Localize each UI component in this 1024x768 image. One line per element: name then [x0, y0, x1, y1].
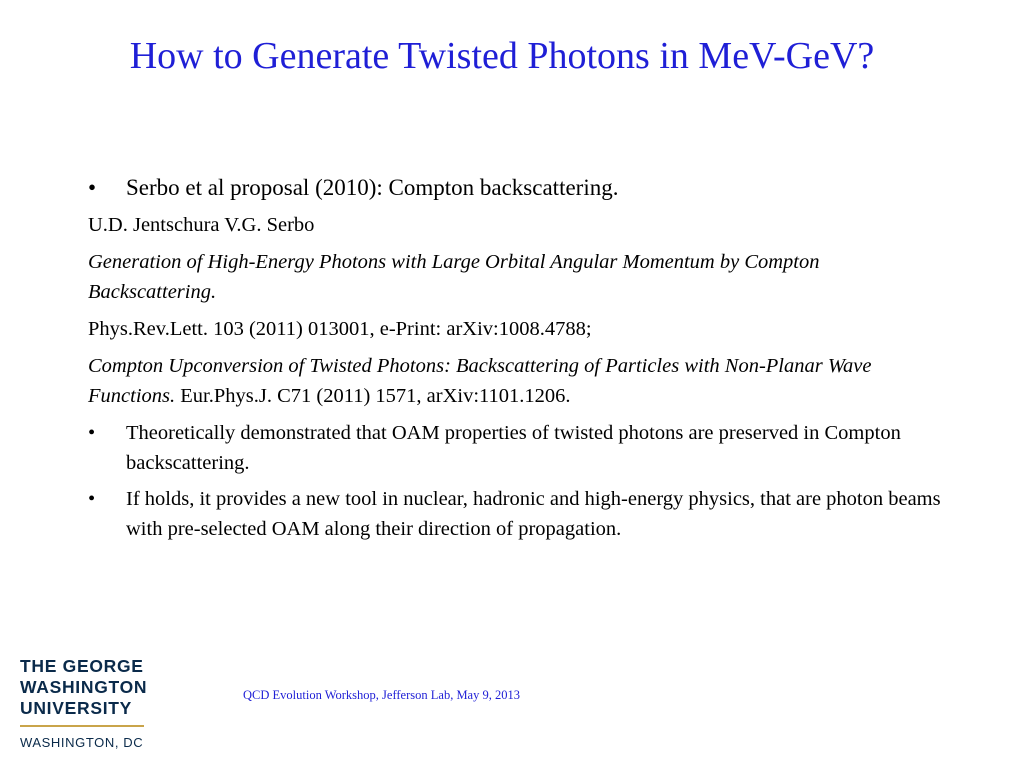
- paper2-citation: [88, 351, 948, 411]
- paper1-reference: Phys.Rev.Lett. 103 (2011) 013001, e-Print: arXiv:1008.4788;: [88, 318, 592, 340]
- authors-line: U.D. Jentschura V.G. Serbo: [88, 214, 315, 236]
- bullet-item: [88, 172, 948, 204]
- bullet-text: If holds, it provides a new tool in nuclear, hadronic and high-energy physics, that are photon beams with pre-selected OAM along their direction of propagation.: [126, 488, 941, 540]
- bullet-text: Serbo et al proposal (2010): Compton backscattering.: [126, 175, 619, 200]
- bullet-item: [88, 484, 948, 544]
- paper1-title: Generation of High-Energy Photons with Large Orbital Angular Momentum by Compton Backscattering.: [88, 251, 820, 303]
- logo-location: WASHINGTON, DC: [20, 735, 144, 750]
- logo-line-1: THE GEORGE: [20, 656, 144, 676]
- logo-line-2: WASHINGTON: [20, 677, 148, 697]
- bullet-icon: •: [88, 175, 97, 200]
- slide-footer: QCD Evolution Workshop, Jefferson Lab, May 9, 2013: [243, 688, 520, 702]
- slide-body: [88, 172, 948, 550]
- bullet-icon: •: [88, 422, 96, 444]
- slide-title: How to Generate Twisted Photons in MeV-GeV?: [129, 35, 875, 77]
- logo-divider: [20, 725, 144, 727]
- bullet-item: [88, 418, 948, 478]
- university-logo: [20, 656, 150, 750]
- bullet-text: Theoretically demonstrated that OAM properties of twisted photons are preserved in Compton backscattering.: [126, 422, 901, 474]
- paper2-reference: Eur.Phys.J. C71 (2011) 1571, arXiv:1101.1206.: [175, 385, 571, 407]
- bullet-icon: •: [88, 488, 96, 510]
- logo-line-3: UNIVERSITY: [20, 698, 133, 718]
- paper2-title: Compton Upconversion of Twisted Photons: Backscattering of Particles with Non-Planar Wave Functions.: [88, 355, 872, 407]
